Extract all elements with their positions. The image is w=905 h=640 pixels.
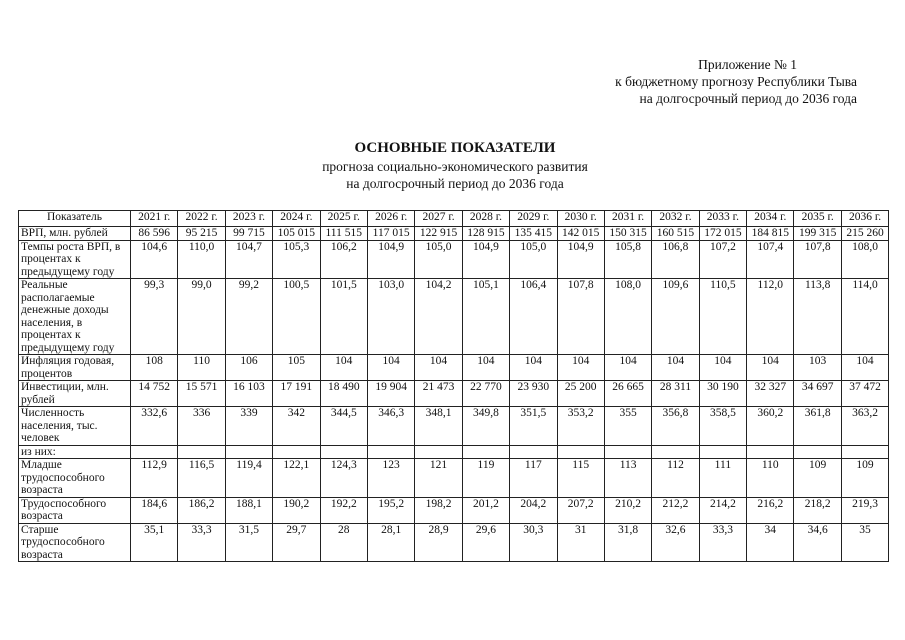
header-cell-year: 2031 г. — [604, 211, 651, 227]
value-cell: 122 915 — [415, 227, 462, 241]
value-cell: 99 715 — [225, 227, 272, 241]
table-row — [19, 279, 889, 355]
value-cell: 16 103 — [225, 381, 272, 407]
value-cell: 356,8 — [652, 407, 699, 446]
value-cell: 124,3 — [320, 459, 367, 498]
value-cell: 34 — [747, 523, 794, 562]
value-cell: 19 904 — [367, 381, 414, 407]
table-row — [19, 407, 889, 446]
value-cell: 31,8 — [604, 523, 651, 562]
value-cell: 336 — [178, 407, 225, 446]
value-cell: 142 015 — [557, 227, 604, 241]
value-cell: 198,2 — [415, 497, 462, 523]
value-cell: 106 — [225, 355, 272, 381]
value-cell: 104,6 — [131, 240, 178, 279]
value-cell: 100,5 — [273, 279, 320, 355]
document-heading — [240, 140, 670, 192]
table-row — [19, 355, 889, 381]
table-body — [19, 227, 889, 562]
value-cell: 361,8 — [794, 407, 841, 446]
value-cell: 104 — [652, 355, 699, 381]
value-cell: 123 — [367, 459, 414, 498]
value-cell: 105,1 — [462, 279, 509, 355]
value-cell: 106,4 — [510, 279, 557, 355]
value-cell: 135 415 — [510, 227, 557, 241]
value-cell: 104 — [320, 355, 367, 381]
value-cell: 25 200 — [557, 381, 604, 407]
value-cell: 128 915 — [462, 227, 509, 241]
table-row — [19, 497, 889, 523]
table-row — [19, 381, 889, 407]
value-cell: 110,5 — [699, 279, 746, 355]
header-cell-year: 2028 г. — [462, 211, 509, 227]
value-cell: 116,5 — [178, 459, 225, 498]
value-cell — [178, 445, 225, 459]
value-cell: 121 — [415, 459, 462, 498]
value-cell — [273, 445, 320, 459]
value-cell: 216,2 — [747, 497, 794, 523]
value-cell: 14 752 — [131, 381, 178, 407]
value-cell: 113 — [604, 459, 651, 498]
header-cell-year: 2035 г. — [794, 211, 841, 227]
value-cell: 104 — [510, 355, 557, 381]
value-cell: 22 770 — [462, 381, 509, 407]
value-cell: 160 515 — [652, 227, 699, 241]
value-cell: 105 015 — [273, 227, 320, 241]
value-cell: 358,5 — [699, 407, 746, 446]
value-cell — [415, 445, 462, 459]
value-cell: 190,2 — [273, 497, 320, 523]
value-cell: 106,2 — [320, 240, 367, 279]
header-cell-year: 2021 г. — [131, 211, 178, 227]
value-cell: 215 260 — [841, 227, 888, 241]
row-grp-growth-label: Темпы роста ВРП, в процентах к предыдущему году — [19, 240, 131, 279]
value-cell — [225, 445, 272, 459]
value-cell: 17 191 — [273, 381, 320, 407]
row-of-which-label: из них: — [19, 445, 131, 459]
value-cell: 34,6 — [794, 523, 841, 562]
value-cell: 114,0 — [841, 279, 888, 355]
value-cell: 344,5 — [320, 407, 367, 446]
table-row — [19, 459, 889, 498]
value-cell: 212,2 — [652, 497, 699, 523]
value-cell: 99,2 — [225, 279, 272, 355]
value-cell: 353,2 — [557, 407, 604, 446]
value-cell: 108 — [131, 355, 178, 381]
value-cell: 104,2 — [415, 279, 462, 355]
row-population-label: Численность населения, тыс. человек — [19, 407, 131, 446]
value-cell: 342 — [273, 407, 320, 446]
value-cell: 31,5 — [225, 523, 272, 562]
value-cell: 107,8 — [794, 240, 841, 279]
appendix-note — [517, 56, 857, 107]
value-cell: 112,9 — [131, 459, 178, 498]
value-cell: 32 327 — [747, 381, 794, 407]
value-cell: 105,8 — [604, 240, 651, 279]
value-cell: 117 — [510, 459, 557, 498]
header-cell-year: 2034 г. — [747, 211, 794, 227]
value-cell: 105,0 — [415, 240, 462, 279]
value-cell: 104 — [699, 355, 746, 381]
value-cell: 339 — [225, 407, 272, 446]
value-cell: 28,1 — [367, 523, 414, 562]
value-cell: 110 — [178, 355, 225, 381]
value-cell: 105,0 — [510, 240, 557, 279]
value-cell: 108,0 — [841, 240, 888, 279]
value-cell — [367, 445, 414, 459]
forecast-table — [18, 210, 889, 562]
table-header-row — [19, 211, 889, 227]
value-cell: 99,0 — [178, 279, 225, 355]
row-inflation-label: Инфляция годовая, процентов — [19, 355, 131, 381]
value-cell: 28 — [320, 523, 367, 562]
value-cell — [794, 445, 841, 459]
appendix-line-2: к бюджетному прогнозу Республики Тыва — [615, 74, 857, 89]
value-cell: 105 — [273, 355, 320, 381]
appendix-line-1: Приложение № 1 — [698, 57, 797, 72]
value-cell — [699, 445, 746, 459]
value-cell: 104,9 — [367, 240, 414, 279]
header-cell-year: 2025 г. — [320, 211, 367, 227]
document-title: ОСНОВНЫЕ ПОКАЗАТЕЛИ — [354, 140, 556, 156]
value-cell: 103,0 — [367, 279, 414, 355]
value-cell: 355 — [604, 407, 651, 446]
header-cell-year: 2026 г. — [367, 211, 414, 227]
value-cell: 218,2 — [794, 497, 841, 523]
value-cell — [747, 445, 794, 459]
value-cell: 29,6 — [462, 523, 509, 562]
value-cell: 117 015 — [367, 227, 414, 241]
value-cell — [604, 445, 651, 459]
row-grp-label: ВРП, млн. рублей — [19, 227, 131, 241]
value-cell: 33,3 — [699, 523, 746, 562]
value-cell: 172 015 — [699, 227, 746, 241]
value-cell: 201,2 — [462, 497, 509, 523]
document-subtitle-2: на долгосрочный период до 2036 года — [346, 176, 564, 191]
header-cell-year: 2030 г. — [557, 211, 604, 227]
value-cell: 184 815 — [747, 227, 794, 241]
value-cell: 199 315 — [794, 227, 841, 241]
row-below-working-age-label: Младше трудоспособного возраста — [19, 459, 131, 498]
value-cell: 104 — [604, 355, 651, 381]
value-cell: 23 930 — [510, 381, 557, 407]
document-subtitle-1: прогноза социально-экономического развития — [322, 159, 588, 174]
row-investment-label: Инвестиции, млн. рублей — [19, 381, 131, 407]
value-cell: 109 — [794, 459, 841, 498]
value-cell: 107,8 — [557, 279, 604, 355]
value-cell: 104 — [747, 355, 794, 381]
value-cell — [652, 445, 699, 459]
value-cell — [510, 445, 557, 459]
value-cell: 34 697 — [794, 381, 841, 407]
value-cell — [320, 445, 367, 459]
value-cell: 105,3 — [273, 240, 320, 279]
value-cell: 351,5 — [510, 407, 557, 446]
value-cell: 122,1 — [273, 459, 320, 498]
value-cell: 219,3 — [841, 497, 888, 523]
table-row — [19, 445, 889, 459]
value-cell: 103 — [794, 355, 841, 381]
header-cell-year: 2029 г. — [510, 211, 557, 227]
header-cell-year: 2032 г. — [652, 211, 699, 227]
value-cell: 32,6 — [652, 523, 699, 562]
table-row — [19, 240, 889, 279]
value-cell — [131, 445, 178, 459]
value-cell: 30 190 — [699, 381, 746, 407]
value-cell: 104 — [415, 355, 462, 381]
value-cell: 104,9 — [557, 240, 604, 279]
value-cell: 107,2 — [699, 240, 746, 279]
value-cell: 18 490 — [320, 381, 367, 407]
value-cell: 21 473 — [415, 381, 462, 407]
value-cell: 111 — [699, 459, 746, 498]
value-cell: 186,2 — [178, 497, 225, 523]
value-cell: 86 596 — [131, 227, 178, 241]
value-cell: 104 — [367, 355, 414, 381]
value-cell: 95 215 — [178, 227, 225, 241]
value-cell: 104,7 — [225, 240, 272, 279]
value-cell: 31 — [557, 523, 604, 562]
value-cell: 332,6 — [131, 407, 178, 446]
header-cell-year: 2036 г. — [841, 211, 888, 227]
value-cell: 15 571 — [178, 381, 225, 407]
value-cell: 349,8 — [462, 407, 509, 446]
value-cell: 30,3 — [510, 523, 557, 562]
value-cell: 104 — [462, 355, 509, 381]
value-cell: 104 — [841, 355, 888, 381]
value-cell: 119 — [462, 459, 509, 498]
value-cell: 29,7 — [273, 523, 320, 562]
value-cell: 119,4 — [225, 459, 272, 498]
value-cell — [557, 445, 604, 459]
header-cell-year: 2022 г. — [178, 211, 225, 227]
row-above-working-age-label: Старше трудоспособного возраста — [19, 523, 131, 562]
value-cell: 28 311 — [652, 381, 699, 407]
header-cell-indicator: Показатель — [19, 211, 131, 227]
value-cell: 195,2 — [367, 497, 414, 523]
value-cell — [841, 445, 888, 459]
value-cell: 108,0 — [604, 279, 651, 355]
value-cell: 107,4 — [747, 240, 794, 279]
row-working-age-label: Трудоспособного возраста — [19, 497, 131, 523]
value-cell: 184,6 — [131, 497, 178, 523]
value-cell: 101,5 — [320, 279, 367, 355]
header-cell-year: 2027 г. — [415, 211, 462, 227]
value-cell: 110 — [747, 459, 794, 498]
value-cell: 346,3 — [367, 407, 414, 446]
value-cell: 188,1 — [225, 497, 272, 523]
value-cell: 35 — [841, 523, 888, 562]
value-cell: 214,2 — [699, 497, 746, 523]
value-cell: 192,2 — [320, 497, 367, 523]
value-cell: 207,2 — [557, 497, 604, 523]
header-cell-year: 2023 г. — [225, 211, 272, 227]
value-cell: 150 315 — [604, 227, 651, 241]
value-cell: 28,9 — [415, 523, 462, 562]
value-cell: 111 515 — [320, 227, 367, 241]
table-row — [19, 227, 889, 241]
value-cell: 348,1 — [415, 407, 462, 446]
value-cell: 360,2 — [747, 407, 794, 446]
value-cell: 112 — [652, 459, 699, 498]
value-cell: 104,9 — [462, 240, 509, 279]
row-real-income-label: Реальные располагаемые денежные доходы населения, в процентах к предыдущему году — [19, 279, 131, 355]
value-cell: 35,1 — [131, 523, 178, 562]
value-cell: 204,2 — [510, 497, 557, 523]
value-cell: 113,8 — [794, 279, 841, 355]
value-cell: 104 — [557, 355, 604, 381]
value-cell: 99,3 — [131, 279, 178, 355]
table-row — [19, 523, 889, 562]
value-cell: 106,8 — [652, 240, 699, 279]
value-cell: 109,6 — [652, 279, 699, 355]
value-cell: 33,3 — [178, 523, 225, 562]
value-cell: 110,0 — [178, 240, 225, 279]
value-cell: 109 — [841, 459, 888, 498]
value-cell — [462, 445, 509, 459]
header-cell-year: 2033 г. — [699, 211, 746, 227]
value-cell: 115 — [557, 459, 604, 498]
value-cell: 26 665 — [604, 381, 651, 407]
value-cell: 37 472 — [841, 381, 888, 407]
value-cell: 112,0 — [747, 279, 794, 355]
value-cell: 363,2 — [841, 407, 888, 446]
value-cell: 210,2 — [604, 497, 651, 523]
appendix-line-3: на долгосрочный период до 2036 года — [639, 91, 857, 106]
header-cell-year: 2024 г. — [273, 211, 320, 227]
